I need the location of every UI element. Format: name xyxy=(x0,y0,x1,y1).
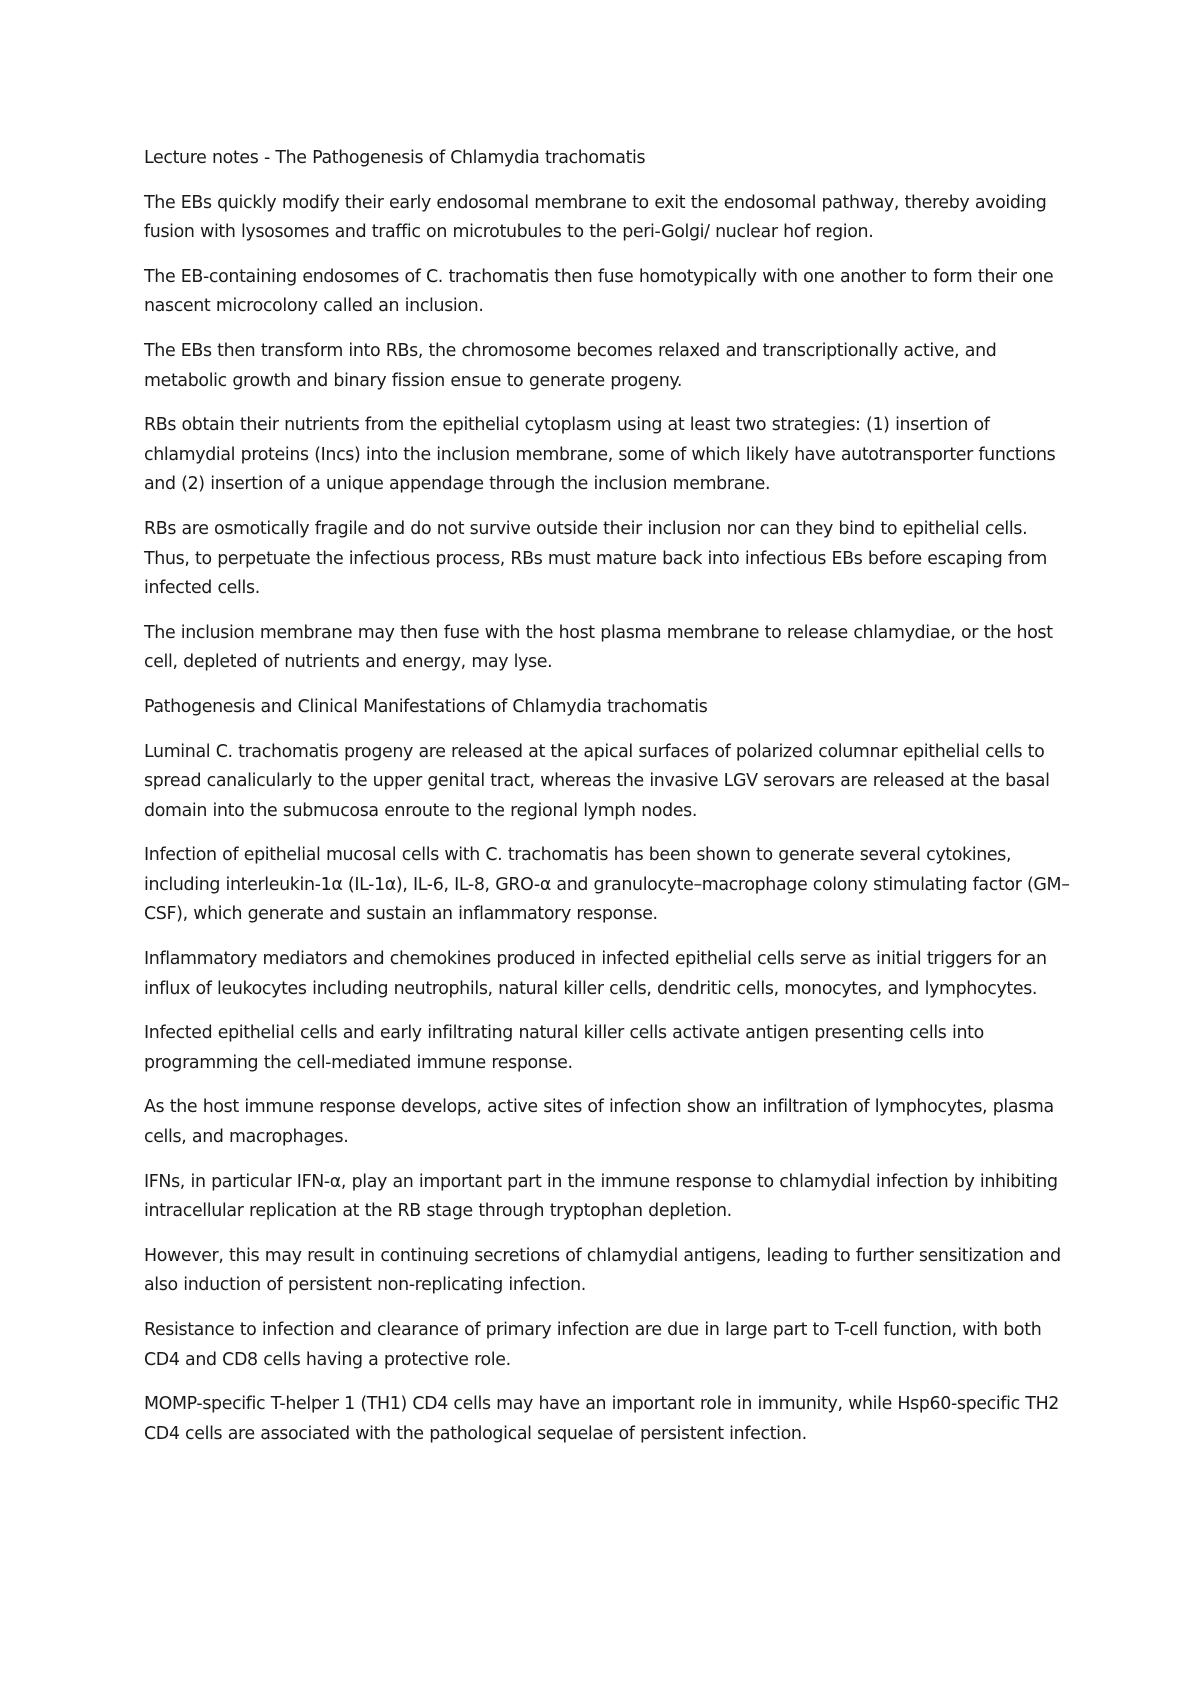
paragraph-persistent-infection: However, this may result in continuing secretions of chlamydial antigens, leading to further sensitization and also induction of persistent non-replicating infection. xyxy=(144,1245,1061,1296)
paragraph-luminal-progeny: Luminal C. trachomatis progeny are released at the apical surfaces of polarized columnar epithelial cells to spread canalicularly to the upper genital tract, whereas the invasive LGV serovars are released at the basal domain into the submucosa enroute to the regional lymph nodes. xyxy=(144,741,1050,821)
section-heading: Pathogenesis and Clinical Manifestations of Chlamydia trachomatis xyxy=(144,696,708,717)
paragraph-inclusion-formation: The EB-containing endosomes of C. trachomatis then fuse homotypically with one another to form their one nascent microcolony called an inclusion. xyxy=(144,266,1054,317)
paragraph-rb-nutrients: RBs obtain their nutrients from the epithelial cytoplasm using at least two strategies: (1) insertion of chlamydial proteins (Incs) into the inclusion membrane, some of which likely have autotransporter functions and (2) insertion of a unique appendage through the inclusion membrane. xyxy=(144,415,1056,495)
paragraph-inflammatory-mediators: Inflammatory mediators and chemokines produced in infected epithelial cells serve as initial triggers for an influx of leukocytes including neutrophils, natural killer cells, dendritic cells, monocytes, and lymphocytes. xyxy=(144,949,1047,999)
paragraph-rb-fragility: RBs are osmotically fragile and do not survive outside their inclusion nor can they bind to epithelial cells. Thus, to perpetuate the infectious process, RBs must mature back into infectious EBs before escaping from infected cells. xyxy=(144,518,1047,599)
paragraph-t-cell-resistance: Resistance to infection and clearance of primary infection are due in large part to T-cell function, with both CD4 and CD8 cells having a protective role. xyxy=(144,1320,1042,1370)
paragraph-ifn: IFNs, in particular IFN-α, play an important part in the immune response to chlamydial infection by inhibiting intracellular replication at the RB stage through tryptophan depletion. xyxy=(144,1171,1058,1222)
document-title: Lecture notes - The Pathogenesis of Chlamydia trachomatis xyxy=(144,148,646,168)
paragraph-eb-endosome-exit: The EBs quickly modify their early endosomal membrane to exit the endosomal pathway, thereby avoiding fusion with lysosomes and traffic on microtubules to the peri-Golgi/ nuclear hof region. xyxy=(144,192,1047,243)
paragraph-cytokines: Infection of epithelial mucosal cells with C. trachomatis has been shown to generate several cytokines, including interleukin-1α (IL-1α), IL-6, IL-8, GRO-α and granulocyte–macrophage colony stimulating factor (GM–CSF), which generate and sustain an inflammatory response. xyxy=(144,845,1070,925)
paragraph-infiltration: As the host immune response develops, active sites of infection show an infiltration of lymphocytes, plasma cells, and macrophages. xyxy=(144,1097,1054,1148)
paragraph-momp-th1: MOMP-specific T-helper 1 (TH1) CD4 cells may have an important role in immunity, while Hsp60-specific TH2 CD4 cells are associated with the pathological sequelae of persistent infection. xyxy=(144,1394,1060,1444)
paragraph-eb-to-rb: The EBs then transform into RBs, the chromosome becomes relaxed and transcriptionally active, and metabolic growth and binary fission ensue to generate progeny. xyxy=(144,340,997,391)
paragraph-antigen-presenting: Infected epithelial cells and early infiltrating natural killer cells activate antigen presenting cells into programming the cell-mediated immune response. xyxy=(144,1023,984,1073)
paragraph-release: The inclusion membrane may then fuse with the host plasma membrane to release chlamydiae, or the host cell, depleted of nutrients and energy, may lyse. xyxy=(144,622,1053,673)
